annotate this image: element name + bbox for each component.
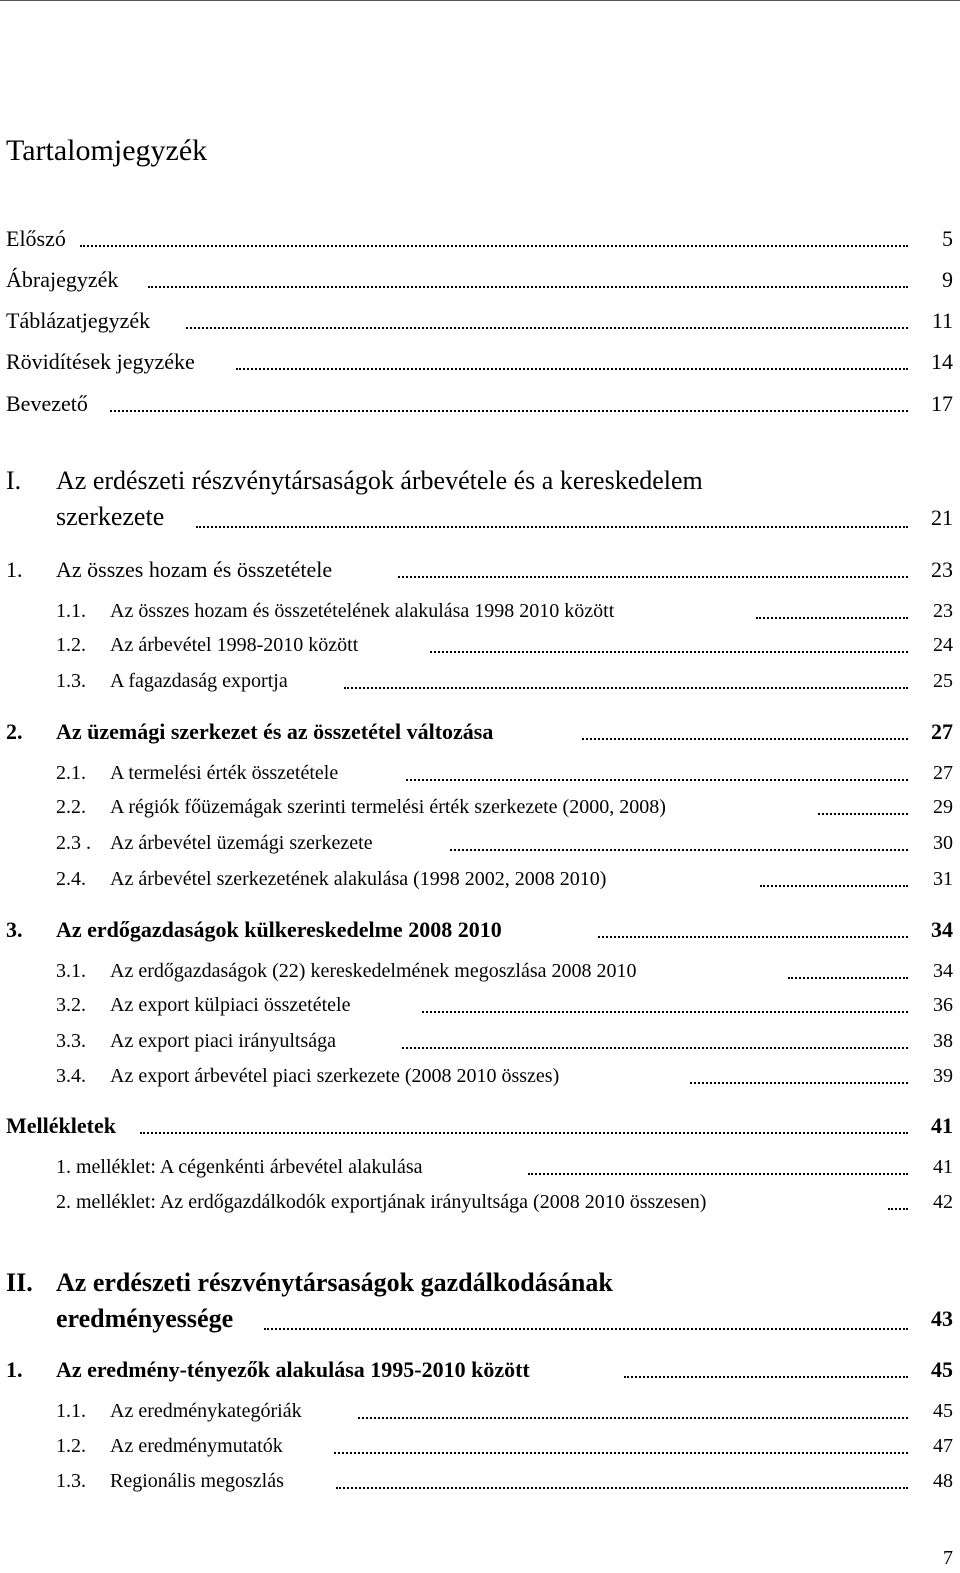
leader-dots [624, 1376, 908, 1378]
leader-dots [336, 1487, 908, 1489]
toc-label: 2. melléklet: Az erdőgazdálkodók exportjának irányultsága (2008 2010 összesen) [56, 1191, 707, 1213]
leader-dots [344, 687, 908, 689]
part-number: I. [6, 466, 22, 495]
leader-dots [582, 738, 908, 740]
leader-dots [148, 286, 908, 288]
toc-page: 45 [931, 1357, 953, 1382]
leader-dots [888, 1208, 908, 1210]
toc-label: Az árbevétel szerkezetének alakulása (1998 2002, 2008 2010) [110, 868, 607, 890]
toc-label: Az export piaci irányultsága [110, 1030, 337, 1052]
toc-page: 48 [933, 1470, 953, 1492]
toc-subsection-3-3[interactable] [0, 1028, 960, 1060]
toc-label: Az árbevétel üzemági szerkezete [110, 832, 373, 854]
leader-dots [186, 327, 908, 329]
toc-label: Az eredménymutatók [110, 1435, 283, 1457]
toc-page: 39 [933, 1065, 953, 1087]
toc-subsection-2-1[interactable] [0, 760, 960, 792]
leader-dots [236, 368, 908, 370]
toc-page: 42 [933, 1191, 953, 1213]
toc-label: A régiók főüzemágak szerinti termelési érték szerkezete (2000, 2008) [110, 796, 666, 818]
toc-label: Az összes hozam és összetételének alakulása 1998 2010 között [110, 600, 615, 622]
part-number: II. [6, 1268, 33, 1297]
toc-label: Az árbevétel 1998-2010 között [110, 634, 359, 656]
toc-label: Az összes hozam és összetétele [56, 557, 333, 582]
leader-dots [406, 779, 908, 781]
toc-subsection-3-2[interactable] [0, 992, 960, 1024]
toc-number: 3.2. [56, 994, 86, 1016]
toc-part2-subsection-1-1[interactable] [0, 1398, 960, 1430]
toc-appendix-2[interactable] [0, 1189, 960, 1221]
toc-number: 2.2. [56, 796, 86, 818]
toc-section-1[interactable] [0, 556, 960, 588]
leader-dots [402, 1047, 908, 1049]
toc-number: 2. [6, 719, 23, 744]
leader-dots [264, 1328, 908, 1330]
toc-label: Az eredmény-tényezők alakulása 1995-2010 között [56, 1357, 530, 1382]
toc-subsection-2-4[interactable] [0, 866, 960, 898]
top-rule [0, 0, 960, 1]
leader-dots [422, 1011, 908, 1013]
toc-subsection-3-4[interactable] [0, 1063, 960, 1095]
toc-number: 3.1. [56, 960, 86, 982]
toc-number: 1.1. [56, 600, 86, 622]
toc-part2-section-1[interactable] [0, 1356, 960, 1388]
toc-subsection-1-3[interactable] [0, 668, 960, 700]
toc-entry-tables[interactable] [0, 307, 960, 339]
toc-label: A fagazdaság exportja [110, 670, 288, 692]
leader-dots [398, 576, 908, 578]
toc-number: 2.1. [56, 762, 86, 784]
toc-subsection-1-1[interactable] [0, 598, 960, 630]
toc-label: Az eredménykategóriák [110, 1400, 302, 1422]
toc-label: Az üzemági szerkezet és az összetétel változása [56, 719, 494, 744]
toc-page: 41 [933, 1156, 953, 1178]
toc-subsection-3-1[interactable] [0, 958, 960, 990]
leader-dots [196, 526, 908, 528]
leader-dots [756, 617, 908, 619]
toc-page: 34 [933, 960, 953, 982]
part-title-line2: szerkezete [56, 502, 165, 531]
toc-page: 47 [933, 1435, 953, 1457]
toc-page: 21 [931, 505, 953, 530]
toc-page: 17 [931, 391, 953, 416]
toc-page: 9 [942, 267, 953, 292]
toc-page: 36 [933, 994, 953, 1016]
toc-label: Mellékletek [6, 1113, 116, 1138]
leader-dots [140, 1132, 908, 1134]
toc-part2-subsection-1-2[interactable] [0, 1433, 960, 1465]
leader-dots [430, 651, 908, 653]
toc-number: 2.3 . [56, 832, 91, 854]
toc-label: Regionális megoszlás [110, 1470, 284, 1492]
toc-label: Az erdőgazdaságok (22) kereskedelmének megoszlása 2008 2010 [110, 960, 637, 982]
toc-number: 3.3. [56, 1030, 86, 1052]
toc-page: 31 [933, 868, 953, 890]
toc-subsection-1-2[interactable] [0, 632, 960, 664]
toc-label: Előszó [6, 226, 66, 251]
leader-dots [690, 1082, 908, 1084]
leader-dots [334, 1452, 908, 1454]
toc-page: 23 [931, 557, 953, 582]
part-title-line2: eredményessége [56, 1304, 234, 1333]
toc-page: 14 [931, 349, 953, 374]
toc-page: 25 [933, 670, 953, 692]
toc-section-2[interactable] [0, 718, 960, 750]
toc-label: Táblázatjegyzék [6, 308, 151, 333]
toc-number: 1.2. [56, 634, 86, 656]
page-title: Tartalomjegyzék [6, 134, 208, 167]
toc-entry-abbreviations[interactable] [0, 348, 960, 380]
toc-number: 1.3. [56, 1470, 86, 1492]
toc-page: 38 [933, 1030, 953, 1052]
toc-label: Az erdőgazdaságok külkereskedelme 2008 2010 [56, 917, 502, 942]
toc-label: A termelési érték összetétele [110, 762, 339, 784]
toc-label: Ábrajegyzék [6, 267, 119, 292]
toc-page: 45 [933, 1400, 953, 1422]
toc-page: 24 [933, 634, 953, 656]
toc-section-3[interactable] [0, 916, 960, 948]
leader-dots [110, 410, 908, 412]
toc-number: 1.3. [56, 670, 86, 692]
toc-subsection-2-2[interactable] [0, 794, 960, 826]
toc-page: 41 [931, 1113, 953, 1138]
toc-page: 43 [931, 1306, 953, 1331]
part-title-line1: Az erdészeti részvénytársaságok gazdálkodásának [56, 1268, 613, 1297]
toc-number: 1.1. [56, 1400, 86, 1422]
toc-page: 11 [931, 308, 953, 333]
leader-dots [528, 1173, 908, 1175]
leader-dots [760, 885, 908, 887]
toc-number: 1. [6, 1357, 23, 1382]
toc-label: Rövidítések jegyzéke [6, 349, 195, 374]
toc-number: 2.4. [56, 868, 86, 890]
toc-number: 3.4. [56, 1065, 86, 1087]
page-number: 7 [943, 1547, 953, 1569]
toc-page: 27 [933, 762, 953, 784]
leader-dots [450, 849, 908, 851]
toc-number: 1. [6, 557, 23, 582]
toc-entry-introduction[interactable] [0, 390, 960, 422]
part-title-line1: Az erdészeti részvénytársaságok árbevétele és a kereskedelem [56, 466, 703, 495]
toc-appendix-1[interactable] [0, 1154, 960, 1186]
toc-entry-figures[interactable] [0, 266, 960, 298]
toc-label: 1. melléklet: A cégenkénti árbevétel alakulása [56, 1156, 423, 1178]
toc-entry-foreword[interactable] [0, 225, 960, 257]
toc-page: 30 [933, 832, 953, 854]
toc-page: 27 [931, 719, 953, 744]
leader-dots [598, 936, 908, 938]
toc-page: 5 [942, 226, 953, 251]
toc-label: Az export külpiaci összetétele [110, 994, 351, 1016]
toc-number: 3. [6, 917, 23, 942]
toc-page: 34 [931, 917, 953, 942]
leader-dots [358, 1417, 908, 1419]
leader-dots [788, 977, 908, 979]
leader-dots [818, 813, 908, 815]
toc-label: Bevezető [6, 391, 88, 416]
toc-subsection-2-3[interactable] [0, 830, 960, 862]
toc-appendices[interactable] [0, 1112, 960, 1144]
toc-page: 29 [933, 796, 953, 818]
toc-part2-subsection-1-3[interactable] [0, 1468, 960, 1500]
toc-page: 23 [933, 600, 953, 622]
toc-number: 1.2. [56, 1435, 86, 1457]
toc-label: Az export árbevétel piaci szerkezete (2008 2010 összes) [110, 1065, 560, 1087]
leader-dots [80, 245, 908, 247]
